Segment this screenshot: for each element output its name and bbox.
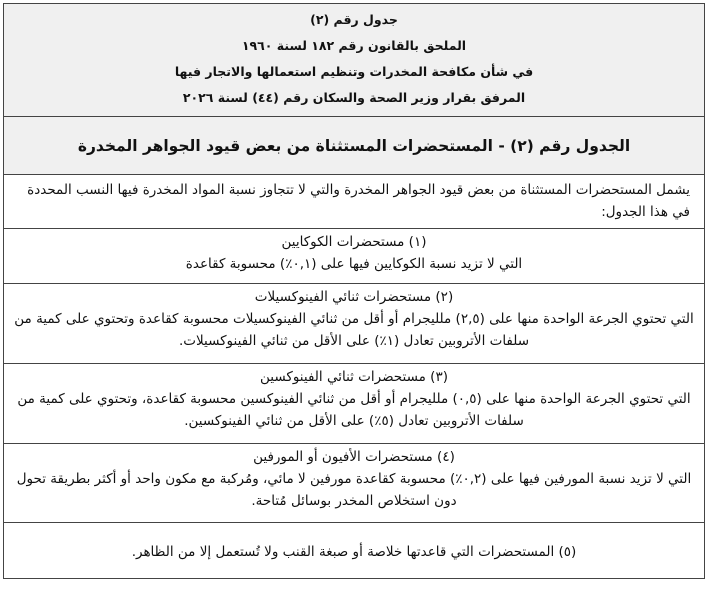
header-line-4: المرفق بقرار وزير الصحة والسكان رقم (٤٤) لسنة ٢٠٢٦ [182, 90, 526, 105]
entry-text: التي تحتوي الجرعة الواحدة منها على (٠,٥) ملليجرام أو أقل من ثنائي الفينوكسين محسوبة كقاعدة، وتحتوي على كمية من سلفات الأتروبين تعادل (٥٪) على الأقل من ثنائي الفينوكسين. [17, 391, 691, 429]
header-line-3: في شأن مكافحة المخدرات وتنظيم استعمالها والاتجار فيها [174, 64, 534, 79]
entry-title: (١) مستحضرات الكوكايين [281, 234, 427, 250]
entry-title: (٢) مستحضرات ثنائي الفينوكسيلات [254, 289, 454, 305]
entry-text: التي لا تزيد نسبة الكوكايين فيها على (٠,١٪) محسوبة كقاعدة [185, 256, 523, 272]
entry-diphenoxylate [3, 284, 705, 364]
table-header-block [3, 3, 705, 117]
entry-title: (٣) مستحضرات ثنائي الفينوكسين [260, 369, 448, 385]
header-line-1: جدول رقم (٢) [310, 12, 398, 27]
table-caption: الجدول رقم (٢) - المستحضرات المستثناة من بعض قيود الجواهر المخدرة [3, 117, 705, 175]
entry-cannabis [3, 523, 705, 579]
document-page [3, 3, 705, 590]
table-intro: يشمل المستحضرات المستثناة من بعض قيود الجواهر المخدرة والتي لا تتجاوز نسبة المواد المخدرة فيها النسب المحددة في هذا الجدول: [3, 175, 705, 229]
entry-difenoxin [3, 364, 705, 444]
entry-text: التي لا تزيد نسبة المورفين فيها على (٠,٢٪) محسوبة كقاعدة مورفين لا مائي، ومُركبة مع مكون واحد أو أكثر بطريقة تحول دون استخلاص المخدر بوسائل مُتاحة. [16, 471, 692, 509]
entry-opium-morphine [3, 444, 705, 523]
header-line-2: الملحق بالقانون رقم ١٨٢ لسنة ١٩٦٠ [241, 38, 467, 53]
entry-text: (٥) المستحضرات التي قاعدتها خلاصة أو صبغة القنب ولا تُستعمل إلا من الظاهر. [131, 543, 577, 560]
entry-cocaine [3, 229, 705, 284]
preparations-table [3, 117, 705, 579]
entry-text: التي تحتوي الجرعة الواحدة منها على (٢,٥) ملليجرام أو أقل من ثنائي الفينوكسيلات محسوبة كقاعدة وتحتوي على كمية من سلفات الأتروبين تعادل (١٪) على الأقل من ثنائي الفينوكسيلات. [14, 311, 694, 349]
entry-title: (٤) مستحضرات الأفيون أو المورفين [253, 449, 455, 465]
